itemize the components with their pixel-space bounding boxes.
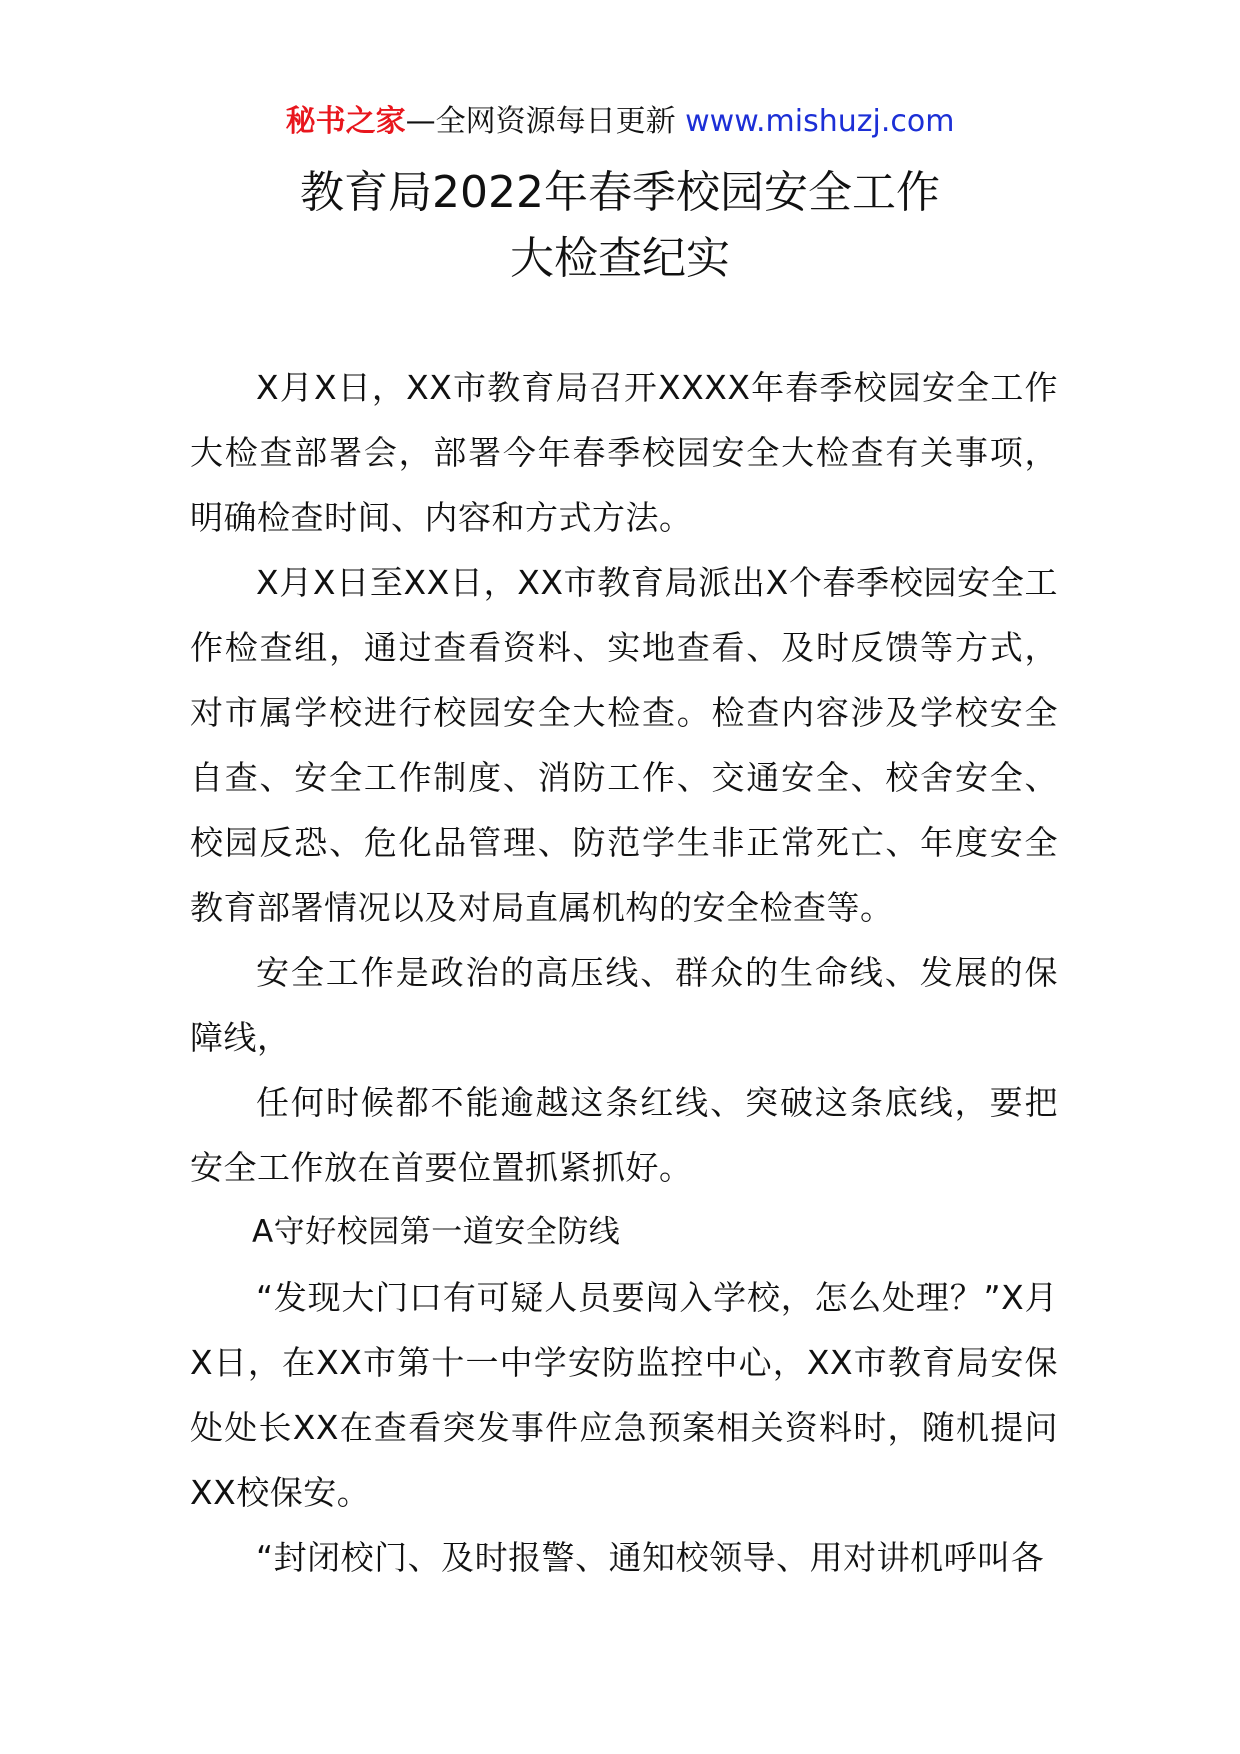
paragraph-2: X月X日至XX日，XX市教育局派出X个春季校园安全工作检查组，通过查看资料、实地查看、及时反馈等方式，对市属学校进行校园安全大检查。检查内容涉及学校安全自查、安全工作制度、消防工作、交通安全、校舍安全、校园反恐、危化品管理、防范学生非正常死亡、年度安全教育部署情况以及对局直属机构的安全检查等。: [190, 563, 1058, 927]
title-line-2: 大检查纪实: [510, 233, 730, 284]
header-slogan: —全网资源每日更新: [405, 104, 686, 139]
brand-name: 秘书之家: [285, 104, 406, 139]
title-line-1: 教育局2022年春季校园安全工作: [300, 167, 940, 218]
paragraph-6: “封闭校门、及时报警、通知校领导、用对讲机呼叫各: [256, 1538, 1045, 1577]
site-url-link[interactable]: www.mishuzj.com: [685, 104, 955, 139]
document-body: [190, 355, 1058, 1590]
paragraph-5: “发现大门口有可疑人员要闯入学校，怎么处理？”X月X日，在XX市第十一中学安防监控中心，XX市教育局安保处处长XX在查看突发事件应急预案相关资料时，随机提问XX校保安。: [190, 1278, 1058, 1512]
section-heading: A守好校园第一道安全防线: [252, 1214, 621, 1250]
paragraph-3: 安全工作是政治的高压线、群众的生命线、发展的保障线，: [190, 953, 1058, 1057]
document-title: [0, 160, 1240, 292]
paragraph-4: 任何时候都不能逾越这条红线、突破这条底线，要把安全工作放在首要位置抓紧抓好。: [190, 1083, 1058, 1187]
paragraph-1: X月X日，XX市教育局召开XXXX年春季校园安全工作大检查部署会，部署今年春季校园安全大检查有关事项，明确检查时间、内容和方式方法。: [190, 368, 1058, 537]
site-header: [0, 102, 1240, 142]
